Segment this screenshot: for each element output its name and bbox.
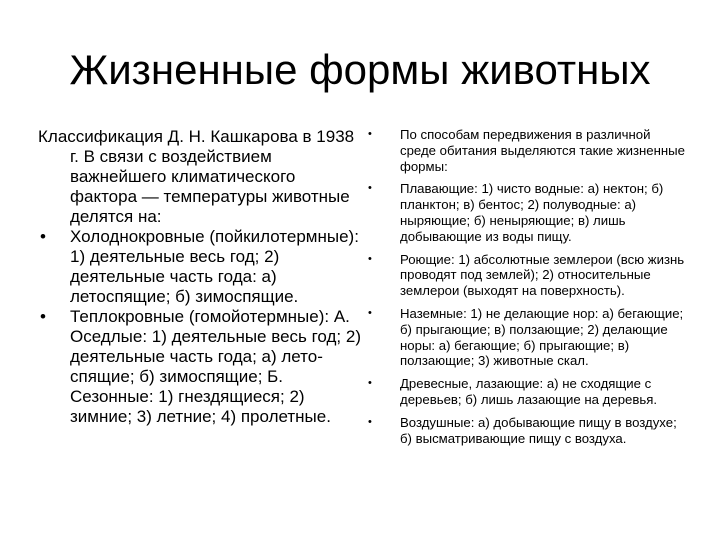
right-column — [365, 127, 685, 453]
left-column — [38, 127, 363, 427]
left-bullet-list — [38, 227, 363, 427]
slide-title: Жизненные формы животных — [69, 46, 651, 93]
list-item — [38, 307, 363, 427]
bullet-icon: • — [368, 128, 372, 140]
bullet-icon: • — [368, 252, 372, 265]
bullet-icon: • — [368, 182, 372, 195]
right-bullet-list — [365, 127, 685, 446]
bullet-icon: • — [368, 306, 372, 319]
list-item-text: Холоднокровные (пойкилотермные): 1) деятельные весь год; 2) деятельные часть года: а) летоспящие; б) зимоспящие. — [70, 227, 359, 306]
list-item-text: Роющие: 1) абсолютные землерои (всю жизнь проводят под землей); 2) относительные землерои (выходят на поверхность). — [400, 251, 685, 299]
list-item — [365, 376, 685, 408]
list-item — [38, 227, 363, 307]
list-item — [365, 181, 685, 244]
bullet-icon: • — [40, 227, 46, 246]
classification-intro: Классификация Д. Н. Кашкарова в 1938 г. В связи с воздействием важнейшего климатического фактора — температуры животные делятся на: — [38, 127, 355, 226]
list-item — [365, 415, 685, 447]
list-item — [365, 252, 685, 299]
list-item-text: Теплокровные (гомойотермные): А. Оседлые: 1) деятельные весь год; 2) деятельные часть года; а) лето-спящие; б) зимоспящие; Б. Сезонные: 1) гнездящиеся; 2) зимние; 3) летние; 4) пролетные. — [70, 307, 361, 426]
bullet-icon: • — [40, 307, 46, 326]
list-item — [365, 127, 685, 174]
list-item-text: Древесные, лазающие: а) не сходящие с деревьев; б) лишь лазающие на деревья. — [400, 376, 658, 407]
bullet-icon: • — [368, 377, 372, 390]
list-item-text: По способам передвижения в различной среде обитания выделяются такие жизненные формы: — [400, 127, 685, 174]
list-item-text: Воздушные: а) добывающие пищу в воздухе; б) высматривающие пищу с воздуха. — [400, 414, 677, 446]
list-item-text: Наземные: 1) не делающие нор: а) бегающие; б) прыгающие; в) ползающие; 2) делающие норы: а) бегающие; б) прыгающие; в) ползающие; 3) животные скал. — [400, 305, 684, 369]
bullet-icon: • — [368, 415, 372, 428]
list-item — [365, 306, 685, 369]
list-item-text: Плавающие: 1) чисто водные: а) нектон; б) планктон; в) бентос; 2) полуводные: а) ныряющие; б) неныряющие; в) лишь добывающие из воды пищу. — [400, 181, 664, 244]
